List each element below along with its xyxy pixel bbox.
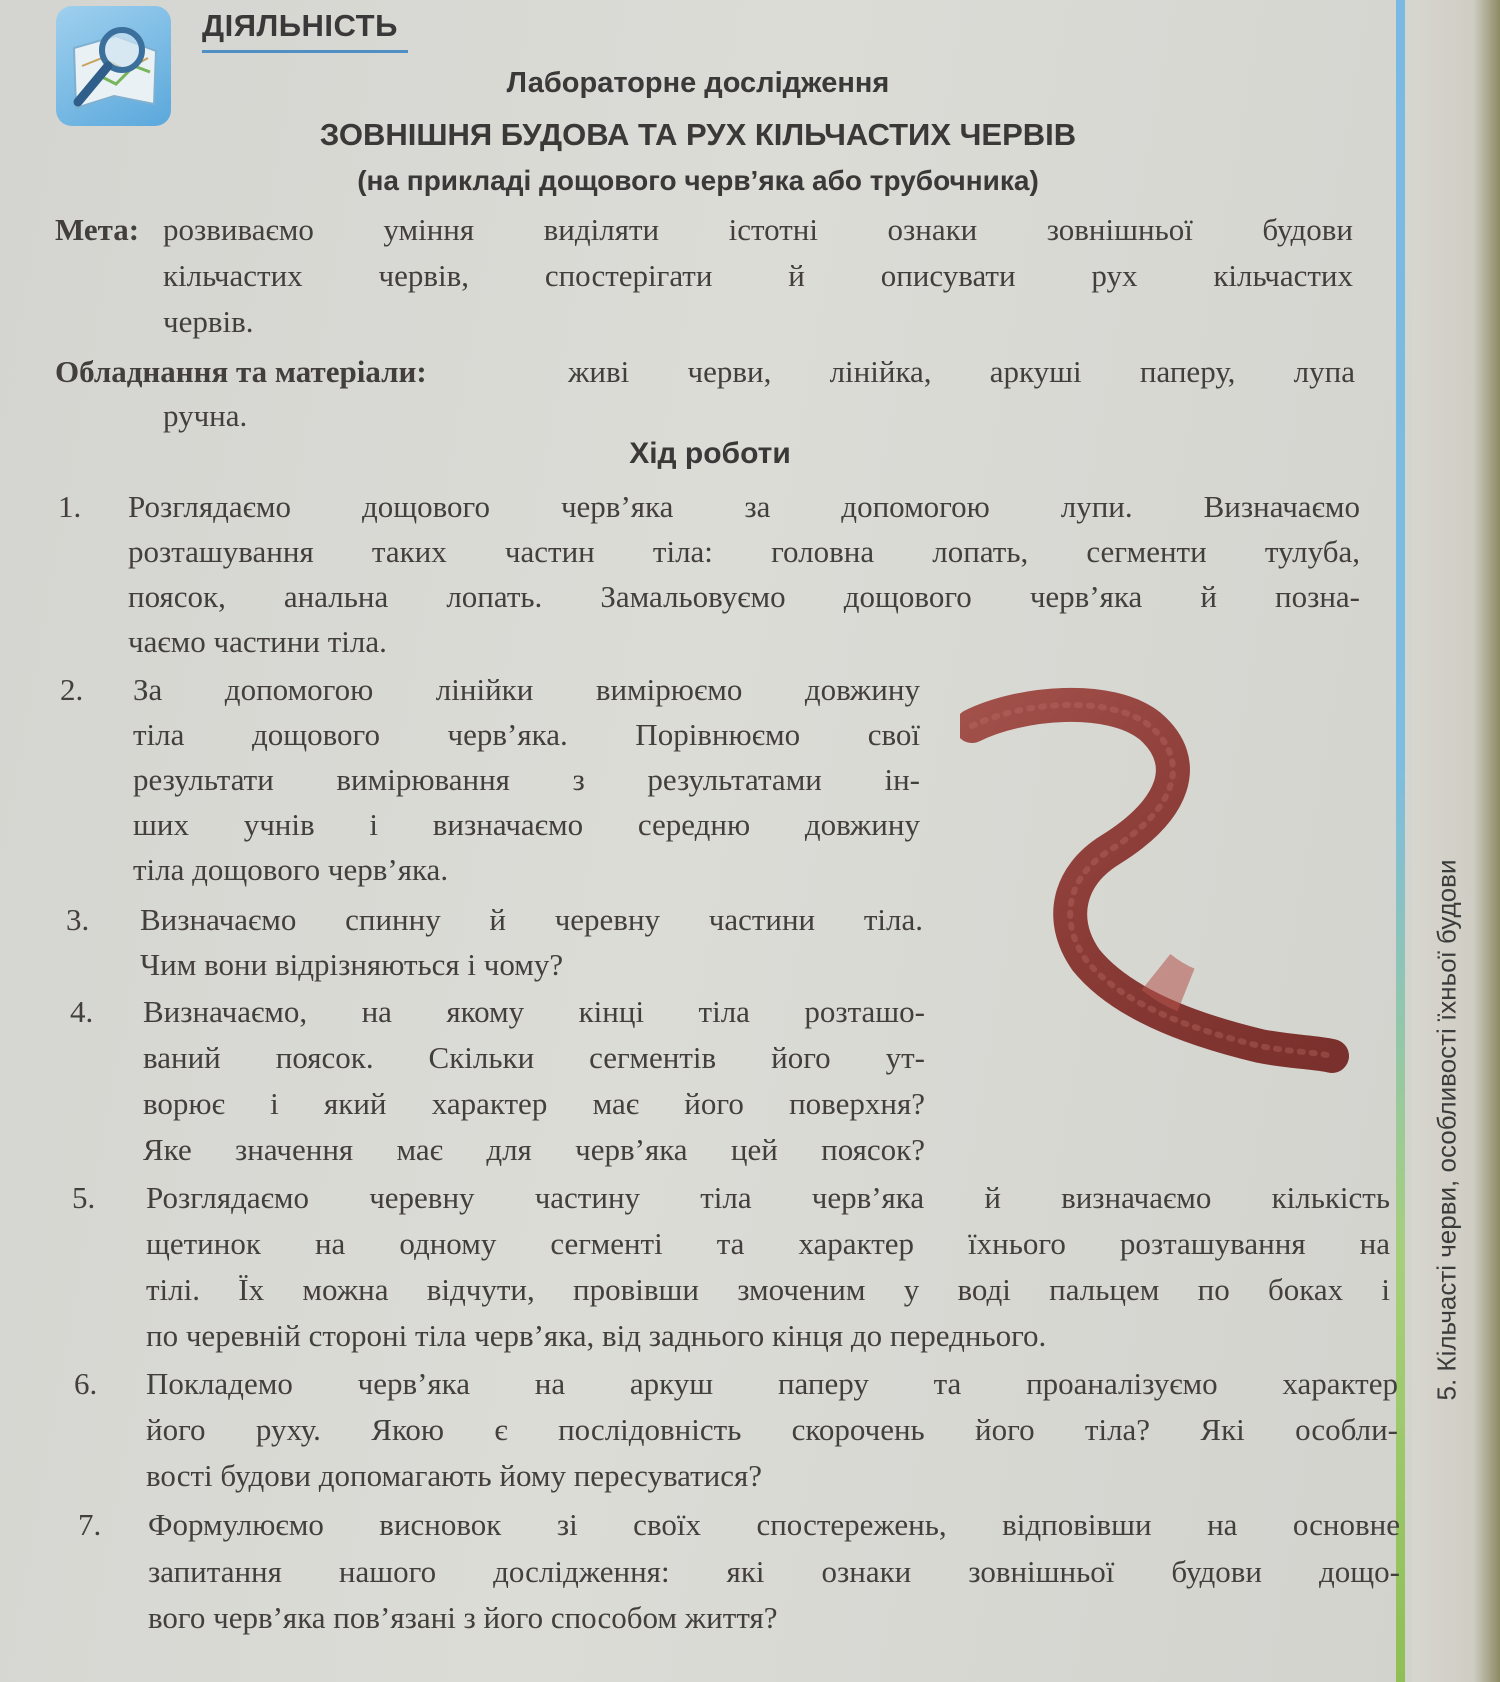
step-number: 2. (60, 672, 84, 707)
earthworm-image (960, 680, 1360, 1080)
lab-title: ЗОВНІШНЯ БУДОВА ТА РУХ КІЛЬЧАСТИХ ЧЕРВІВ (319, 117, 1077, 152)
step-line: по черевній стороні тіла черв’яка, від заднього кінця до переднього. (146, 1318, 1047, 1353)
step-number: 1. (58, 489, 82, 524)
step-line: поясок, анальна лопать. Замальовуємо дощового черв’яка й позна- (128, 579, 1360, 614)
step-line: вості будови допомагають йому пересуватися? (146, 1458, 763, 1493)
step-line: Яке значення має для черв’яка цей поясок? (143, 1132, 925, 1167)
steps-heading: Хід роботи (629, 437, 791, 470)
step-line: Формулюємо висновок зі своїх спостережень, відповівши на основне (148, 1507, 1400, 1542)
activity-badge (56, 6, 171, 126)
equipment-line: ручна. (163, 398, 248, 433)
step-line: результати вимірювання з результатами ін- (133, 762, 920, 797)
step-line: Розглядаємо дощового черв’яка за допомогою лупи. Визначаємо (128, 489, 1360, 524)
step-line: Чим вони відрізняються і чому? (140, 947, 564, 982)
step-line: щетинок на одному сегменті та характер їхнього розташування на (146, 1226, 1390, 1261)
goal-line: кільчастих червів, спостерігати й описувати рух кільчастих (163, 258, 1353, 293)
step-number: 4. (70, 994, 94, 1029)
margin-color-stripe (1396, 0, 1405, 1682)
goal-line: червів. (163, 304, 254, 339)
step-line: тіла дощового черв’яка. (133, 852, 449, 887)
step-number: 3. (66, 902, 90, 937)
goal-label: Мета: (55, 212, 140, 247)
lab-subtitle: (на прикладі дощового черв’яка або трубочника) (357, 165, 1039, 196)
step-number: 5. (72, 1180, 96, 1215)
page-margin (1412, 0, 1500, 1682)
step-line: чаємо частини тіла. (128, 624, 387, 659)
step-line: вого черв’яка пов’язані з його способом життя? (148, 1600, 778, 1635)
magnifier-icon (56, 6, 171, 126)
step-line: розташування таких частин тіла: головна лопать, сегменти тулуба, (128, 534, 1360, 569)
goal-line: розвиваємо уміння виділяти істотні ознаки зовнішньої будови (163, 212, 1353, 247)
step-line: запитання нашого дослідження: які ознаки зовнішньої будови дощо- (148, 1554, 1400, 1589)
step-line: Визначаємо, на якому кінці тіла розташо- (143, 994, 925, 1029)
equipment-label: Обладнання та матеріали: (55, 354, 427, 389)
lab-type-heading: Лабораторне дослідження (506, 67, 890, 99)
step-line: Розглядаємо черевну частину тіла черв’яка й визначаємо кількість (146, 1180, 1390, 1215)
step-line: За допомогою лінійки вимірюємо довжину (133, 672, 920, 707)
section-underline (202, 50, 408, 53)
section-label: ДІЯЛЬНІСТЬ (202, 8, 398, 43)
step-line: Покладемо черв’яка на аркуш паперу та проаналізуємо характер (146, 1366, 1398, 1401)
equipment-line: живі черви, лінійка, аркуші паперу, лупа (568, 354, 1355, 389)
step-line: його руху. Якою є послідовність скорочень його тіла? Які особли- (146, 1412, 1398, 1447)
step-line: ваний поясок. Скільки сегментів його ут- (143, 1040, 925, 1075)
running-head: 5. Кільчасті черви, особливості їхньої будови (1431, 859, 1462, 1401)
step-line: ших учнів і визначаємо середню довжину (133, 807, 920, 842)
step-number: 7. (78, 1507, 102, 1542)
step-line: тіла дощового черв’яка. Порівнюємо свої (133, 717, 920, 752)
step-line: Визначаємо спинну й черевну частини тіла. (140, 902, 923, 937)
step-line: тілі. Їх можна відчути, провівши змоченим у воді пальцем по боках і (146, 1272, 1390, 1307)
step-number: 6. (74, 1366, 98, 1401)
step-line: ворює і який характер має його поверхня? (143, 1086, 925, 1121)
